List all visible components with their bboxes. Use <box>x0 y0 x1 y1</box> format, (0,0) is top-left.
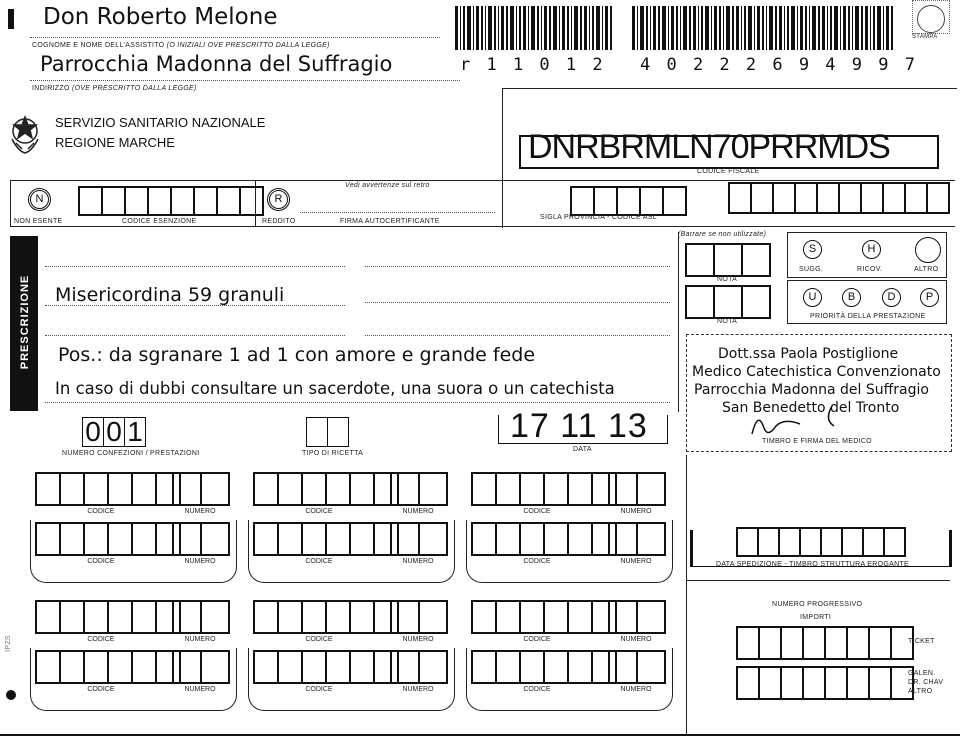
footer-divider <box>686 580 950 581</box>
codice-label: CODICE <box>523 558 551 565</box>
code-boxes[interactable] <box>471 472 617 506</box>
importi-label: IMPORTI <box>800 614 832 621</box>
codice-label: CODICE <box>87 636 115 643</box>
stamp-box <box>912 0 950 34</box>
nota-boxes-1[interactable] <box>685 243 771 277</box>
code-boxes[interactable] <box>35 650 181 684</box>
doctor-name: Dott.ssa Paola Postiglione <box>718 346 899 362</box>
form-code: IPZS <box>4 635 12 652</box>
codice-esenzione-boxes[interactable] <box>78 186 264 216</box>
codice-label: CODICE <box>87 508 115 515</box>
agency-line-1: SERVIZIO SANITARIO NAZIONALE <box>55 115 266 130</box>
code-boxes[interactable] <box>35 600 181 634</box>
codice-label: CODICE <box>87 558 115 565</box>
numero-confezioni-label: NUMERO CONFEZIONI / PRESTAZIONI <box>62 450 200 457</box>
numero-label: NUMERO <box>620 558 652 565</box>
code-boxes[interactable] <box>253 472 399 506</box>
code-boxes[interactable] <box>35 472 181 506</box>
code-boxes[interactable] <box>471 650 617 684</box>
importi-galen-boxes[interactable] <box>736 666 914 700</box>
nota-label-2: NOTA <box>717 318 738 325</box>
patient-name: Don Roberto Melone <box>43 4 278 30</box>
fiscal-code-value: DNRBRMLN70PRRMDS <box>528 128 890 166</box>
timbro-label: TIMBRO E FIRMA DEL MEDICO <box>762 438 872 445</box>
code-boxes[interactable] <box>608 650 666 684</box>
code-boxes[interactable] <box>253 600 399 634</box>
altro-label: ALTRO <box>914 266 939 273</box>
altro-checkbox[interactable] <box>915 237 941 263</box>
barrare-note: (Barrare se non utilizzate) <box>678 231 767 238</box>
confezioni-digit-2: 0 <box>103 417 124 447</box>
code-boxes[interactable] <box>172 600 230 634</box>
priority-d-checkbox[interactable]: D <box>882 288 901 307</box>
vedi-retro-note: Vedi avvertenze sul retro <box>345 182 430 189</box>
codice-label: CODICE <box>523 636 551 643</box>
rx-line-2b <box>365 302 670 303</box>
doctor-town: San Benedetto del Tronto <box>722 400 900 416</box>
ticket-label: TICKET <box>908 638 935 645</box>
code-boxes[interactable] <box>253 650 399 684</box>
rx-line-2 <box>45 305 345 306</box>
codice-label: CODICE <box>305 636 333 643</box>
footer-frame-left <box>686 455 687 735</box>
code-boxes[interactable] <box>172 522 230 556</box>
code-boxes[interactable] <box>390 600 448 634</box>
sugg-label: SUGG. <box>799 266 824 273</box>
priority-b-checkbox[interactable]: B <box>842 288 861 307</box>
rx-line-medicine: Misericordina 59 granuli <box>55 284 285 306</box>
bottom-edge <box>0 734 960 736</box>
fiscal-code-label: CODICE FISCALE <box>697 168 760 175</box>
numero-label: NUMERO <box>184 636 216 643</box>
barcode-2 <box>632 6 897 50</box>
ricov-checkbox[interactable]: H <box>862 240 881 259</box>
codice-esenzione-label: CODICE ESENZIONE <box>122 218 197 225</box>
firma-line <box>300 212 495 213</box>
numero-label: NUMERO <box>620 508 652 515</box>
nota-boxes-2[interactable] <box>685 285 771 319</box>
code-boxes[interactable] <box>390 650 448 684</box>
rx-line-posology: Pos.: da sgranare 1 ad 1 con amore e grande fede <box>58 344 536 366</box>
prescription-right-edge <box>678 232 679 412</box>
exemption-row-top <box>10 180 955 181</box>
corner-dot <box>6 690 16 700</box>
non-esente-checkbox[interactable]: N <box>30 190 49 209</box>
exemption-left-edge <box>10 180 11 226</box>
date-value: 17 11 13 <box>510 407 648 445</box>
barcode-1-number: r 1 1 0 1 2 <box>460 55 606 75</box>
data-spedizione-boxes[interactable] <box>736 527 906 557</box>
header-marker <box>8 9 14 29</box>
numero-label: NUMERO <box>620 686 652 693</box>
rx-line-4 <box>45 402 670 403</box>
asl-right-boxes[interactable] <box>728 182 950 214</box>
exemption-row-bottom <box>10 226 955 227</box>
priority-p-checkbox[interactable]: P <box>920 288 939 307</box>
code-boxes[interactable] <box>471 522 617 556</box>
importi-ticket-boxes[interactable] <box>736 626 914 660</box>
codice-label: CODICE <box>305 558 333 565</box>
numero-label: NUMERO <box>402 686 434 693</box>
agency-line-2: REGIONE MARCHE <box>55 135 175 150</box>
reddito-label: REDDITO <box>262 218 296 225</box>
confezioni-digit-3: 1 <box>124 417 146 447</box>
tipo-ricetta-boxes[interactable] <box>306 417 349 447</box>
patient-address: Parrocchia Madonna del Suffragio <box>40 52 393 76</box>
code-boxes[interactable] <box>608 522 666 556</box>
codice-label: CODICE <box>305 686 333 693</box>
code-boxes[interactable] <box>471 600 617 634</box>
barcode-2-number: 4 0 2 2 2 6 9 4 9 9 7 <box>640 55 918 75</box>
code-boxes[interactable] <box>253 522 399 556</box>
numero-progressivo-label: NUMERO PROGRESSIVO <box>772 601 863 608</box>
sugg-checkbox[interactable]: S <box>803 240 822 259</box>
numero-label: NUMERO <box>184 686 216 693</box>
numero-label: NUMERO <box>620 636 652 643</box>
code-boxes[interactable] <box>172 650 230 684</box>
altro-footer-label: ALTRO <box>908 688 933 695</box>
data-spedizione-label: DATA SPEDIZIONE - TIMBRO STRUTTURA EROGANTE <box>716 561 909 568</box>
firma-label: FIRMA AUTOCERTIFICANTE <box>340 218 440 225</box>
numero-confezioni-value[interactable] <box>82 417 146 447</box>
numero-label: NUMERO <box>402 508 434 515</box>
codice-label: CODICE <box>305 508 333 515</box>
codice-label: CODICE <box>523 686 551 693</box>
prescrizione-label: PRESCRIZIONE <box>19 274 31 370</box>
barcode-1 <box>455 6 615 50</box>
non-esente-label: NON ESENTE <box>14 218 63 225</box>
sigla-provincia-boxes[interactable] <box>570 186 687 216</box>
patient-underline <box>30 37 440 38</box>
rx-line-1 <box>45 266 345 267</box>
code-boxes[interactable] <box>608 472 666 506</box>
confezioni-digit-1: 0 <box>82 417 103 447</box>
codice-label: CODICE <box>87 686 115 693</box>
address-label: INDIRIZZO (OVE PRESCRITTO DALLA LEGGE) <box>32 85 197 92</box>
code-boxes[interactable] <box>172 472 230 506</box>
rx-line-3b <box>365 335 670 336</box>
ricov-label: RICOV. <box>857 266 883 273</box>
reddito-checkbox[interactable]: R <box>269 190 288 209</box>
code-boxes[interactable] <box>390 522 448 556</box>
numero-label: NUMERO <box>402 558 434 565</box>
address-underline <box>30 80 460 81</box>
code-boxes[interactable] <box>390 472 448 506</box>
sigla-asl-label: SIGLA PROVINCIA - CODICE ASL <box>540 214 657 221</box>
rx-line-note: In caso di dubbi consultare un sacerdote, una suora o un catechista <box>55 379 615 398</box>
dr-chav-label: DR. CHAV <box>908 679 944 686</box>
code-boxes[interactable] <box>35 522 181 556</box>
priority-u-checkbox[interactable]: U <box>803 288 822 307</box>
patient-label: COGNOME E NOME DELL'ASSISTITO (O INIZIALI OVE PRESCRITTO DALLA LEGGE) <box>32 42 330 49</box>
numero-label: NUMERO <box>184 558 216 565</box>
tipo-ricetta-label: TIPO DI RICETTA <box>302 450 364 457</box>
codice-label: CODICE <box>523 508 551 515</box>
stamp-label: STAMPA <box>912 34 938 40</box>
rx-line-3 <box>45 335 345 336</box>
numero-label: NUMERO <box>402 636 434 643</box>
italian-republic-emblem-icon <box>8 113 42 155</box>
doctor-signature-icon <box>750 400 860 440</box>
doctor-parish: Parrocchia Madonna del Suffragio <box>694 382 929 398</box>
doctor-title: Medico Catechistica Convenzionato <box>692 364 941 380</box>
nota-label-1: NOTA <box>717 276 738 283</box>
exemption-divider-2 <box>502 180 503 226</box>
rx-line-1b <box>365 266 670 267</box>
right-frame-top <box>502 88 957 89</box>
date-label: DATA <box>573 446 592 453</box>
priority-label: PRIORITÀ DELLA PRESTAZIONE <box>810 313 926 320</box>
code-boxes[interactable] <box>608 600 666 634</box>
galen-label: GALEN. <box>908 670 936 677</box>
numero-label: NUMERO <box>184 508 216 515</box>
